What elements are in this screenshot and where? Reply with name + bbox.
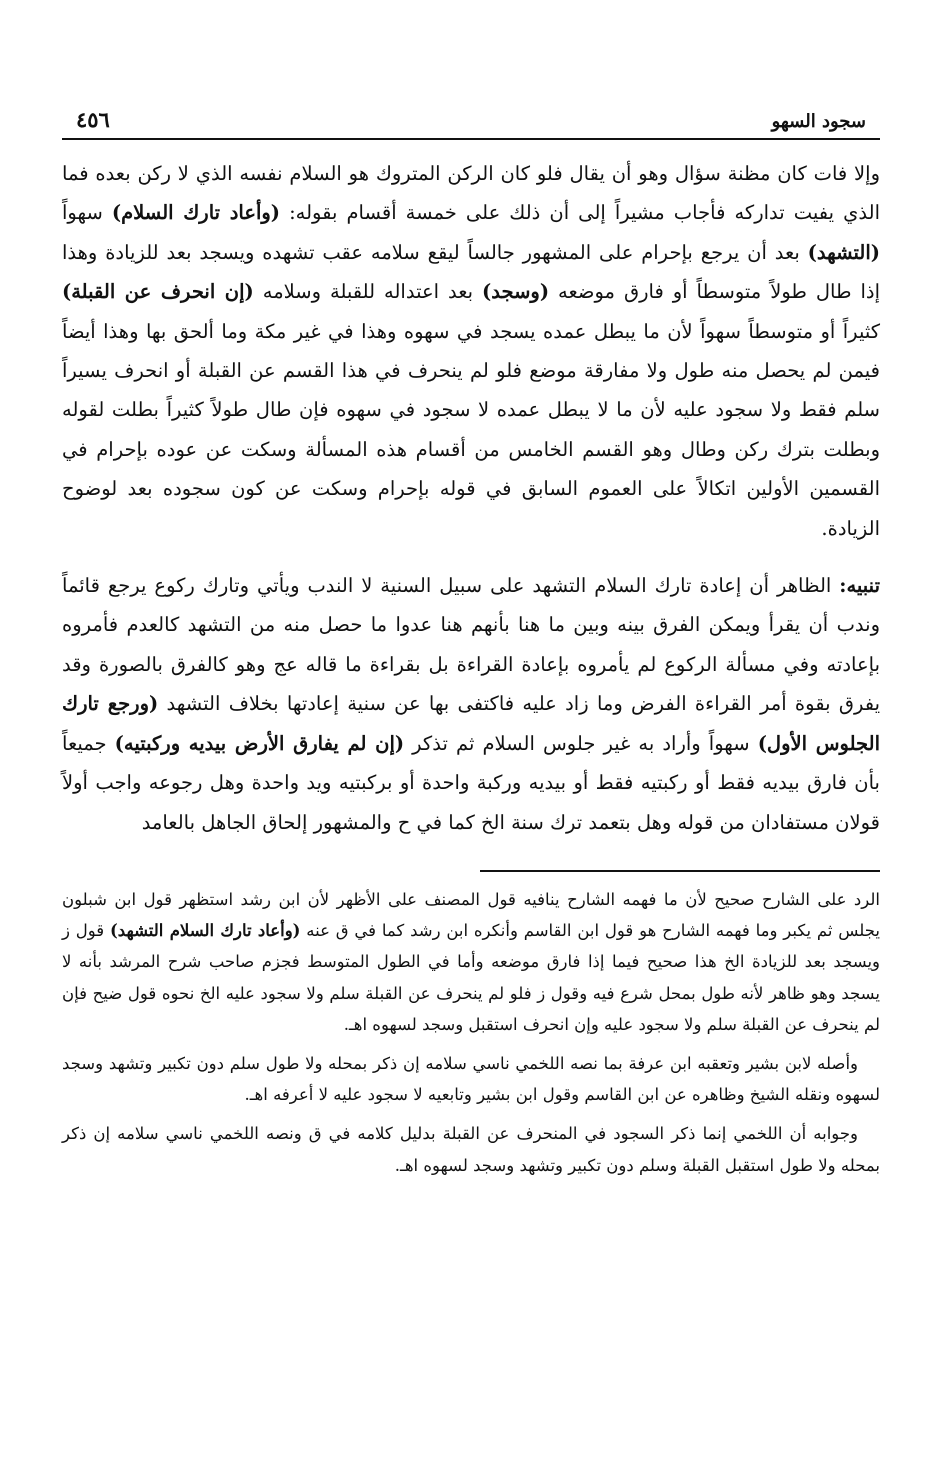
matn-quote: (وسجد) (482, 280, 550, 304)
footnote-paragraph: وجوابه أن اللخمي إنما ذكر السجود في المنحرف عن القبلة بدليل كلامه في ق ونصه اللخمي ناسي سلامه إن ذكر بمحله ولا طول استقبل القبلة وسلم دون تكبير وتشهد وسجد لسهوه اهـ. (62, 1124, 880, 1175)
matn-quote: (إن انحرف عن القبلة) (62, 280, 254, 304)
footnote-paragraph: وأصله لابن بشير وتعقبه ابن عرفة بما نصه اللخمي ناسي سلامه إن ذكر بمحله ولا طول سلم دون تكبير وتشهد وسجد لسهوه ونقله الشيخ وظاهره عن ابن القاسم وقول ابن بشير وتابعيه لا سجود عليه لا أعرفه اهـ. (62, 1053, 880, 1105)
running-title: سجود السهو (772, 111, 880, 132)
running-header (62, 96, 880, 140)
main-text (62, 154, 880, 842)
paragraph: تنبيه: الظاهر أن إعادة تارك السلام التشهد على سبيل السنية لا الندب ويأتي وتارك ركوع يرجع قائماً وندب أن يقرأ ويمكن الفرق بينه وبين ما هنا بأنهم هنا عدوا ما حصل منه من التشهد كالعدم فأمروه بإعادته وفي مسألة الركوع لم يأمروه بإعادة القراءة بل بقراءة ما قاله عج وهو كالفرق بالصورة وقد يفرق بقوة أمر القراءة الفرض وما زاد عليه فاكتفى بها عن سنية إعادتها بخلاف التشهد (ورجع تارك الجلوس الأول) سهواً وأراد به غير جلوس السلام ثم تذكر (إن لم يفارق الأرض بيديه وركبتيه) جميعاً بأن فارق بيديه فقط أو ركبتيه فقط أو بيديه وركبة واحدة أو بركبتيه ويد واحدة وهل رجوعه واجب أولاً قولان مستفادان من قوله وهل بتعمد ترك سنة الخ كما في ح والمشهور إلحاق الجاهل بالعامد (62, 574, 880, 834)
matn-quote: (التشهد) (807, 240, 880, 264)
matn-quote: (إن لم يفارق الأرض بيديه وركبتيه) (114, 731, 405, 755)
matn-quote: (ورجع تارك الجلوس الأول) (62, 692, 880, 755)
matn-quote: (وأعاد تارك السلام التشهد) (110, 921, 301, 941)
footnote-paragraph: الرد على الشارح صحيح لأن ما فهمه الشارح ينافيه قول المصنف على الأظهر لأن ابن رشد استظهر قول ابن شبلون يجلس ثم يكبر وما فهمه الشارح هو قول ابن القاسم وأنكره ابن رشد كما في ق عنه (وأعاد تارك السلام التشهد) قول ز ويسجد بعد للزيادة الخ هذا صحيح فيما إذا فارق موضعه وأما في الطول المتوسط فجزم صاحب شرح المرشد بأنه لا يسجد وهو ظاهر لأنه طول بمحل شرع فيه وقول ز فلو لم ينحرف عن القبلة سلم ولا سجود عليه الخ نحوه قول ضيح فإن لم ينحرف عن القبلة سلم ولا سجود عليه وإن انحرف استقبل وسجد لسهوه اهـ. (62, 889, 880, 1034)
matn-quote: (وأعاد تارك السلام) (111, 201, 281, 225)
page-number: ٤٥٦ (62, 107, 110, 132)
footnote-divider (480, 870, 880, 872)
note-label: تنبيه: (839, 574, 880, 598)
footnotes (62, 884, 880, 1181)
paragraph: وإلا فات كان مظنة سؤال وهو أن يقال فلو كان الركن المتروك هو السلام نفسه الذي لا ركن بعده فما الذي يفيت تداركه فأجاب مشيراً إلى أن ذلك على خمسة أقسام بقوله: (وأعاد تارك السلام) سهواً (التشهد) بعد أن يرجع بإحرام على المشهور جالساً ليقع سلامه عقب تشهده ويسجد بعد للزيادة وهذا إذا طال طولاً متوسطاً أو فارق موضعه (وسجد) بعد اعتداله للقبلة وسلامه (إن انحرف عن القبلة) كثيراً أو متوسطاً سهواً لأن ما يبطل عمده يسجد في سهوه وهذا في غير مكة وما ألحق بها وهذا أيضاً فيمن لم يحصل منه طول ولا مفارقة موضع فلو لم ينحرف في هذا القسم عن القبلة أو انحرف يسيراً سلم فقط ولا سجود عليه لأن ما لا يبطل عمده لا سجود في سهوه فإن طال طولاً كثيراً بطلت لقوله وبطلت بترك ركن وطال وهو القسم الخامس من أقسام هذه المسألة وسكت عن عوده بإحرام في القسمين الأولين اتكالاً على العموم السابق في قوله بإحرام وسكت عن كون سجوده بعد لوضوح الزيادة. (62, 162, 880, 540)
